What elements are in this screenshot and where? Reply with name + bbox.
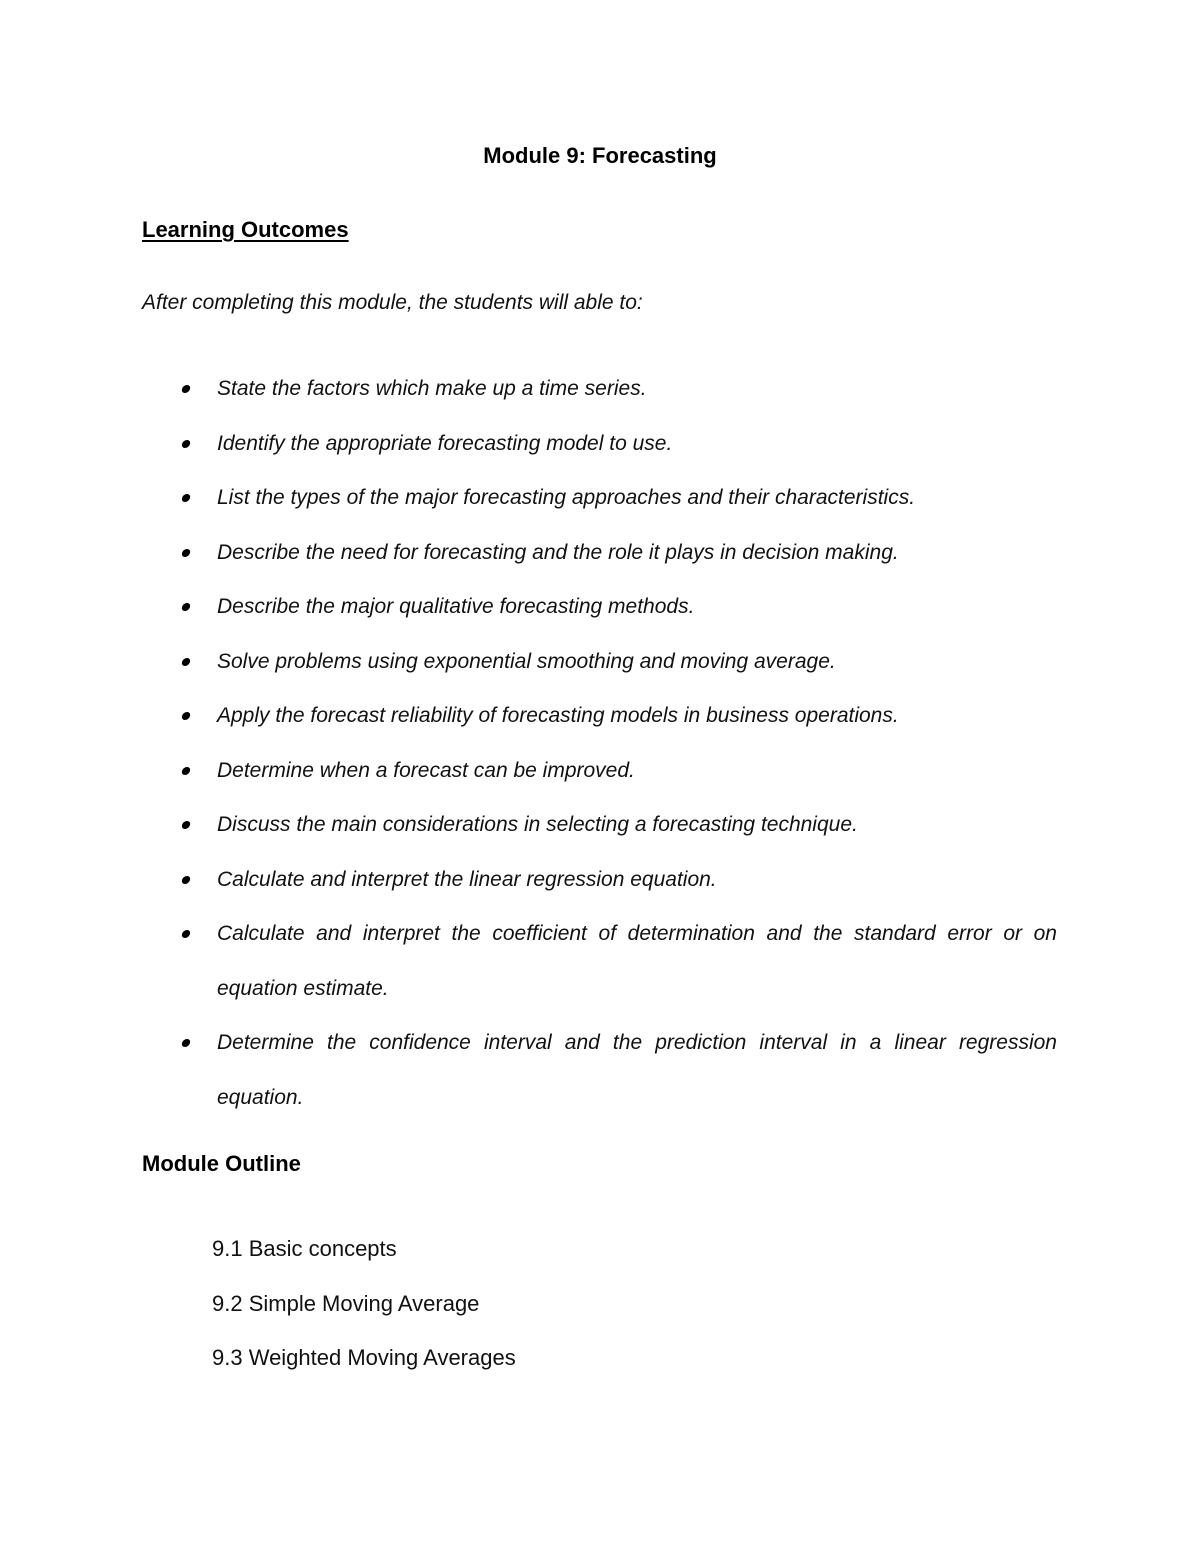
- bullet-icon: [181, 658, 191, 666]
- list-item: [142, 635, 1057, 690]
- document-title: Module 9: Forecasting: [483, 143, 717, 168]
- list-item: [142, 526, 1057, 581]
- bullet-icon: [181, 549, 191, 557]
- bullet-icon: [181, 385, 191, 393]
- learning-outcomes-intro: After completing this module, the students will able to:: [142, 291, 643, 314]
- outcome-text: Describe the major qualitative forecasting methods.: [217, 595, 695, 618]
- learning-outcomes-list: [142, 362, 1057, 1125]
- bullet-icon: [181, 767, 191, 775]
- list-item: [142, 689, 1057, 744]
- outcome-text: Apply the forecast reliability of forecasting models in business operations.: [217, 704, 899, 727]
- bullet-icon: [181, 712, 191, 720]
- outcome-text: List the types of the major forecasting approaches and their characteristics.: [217, 486, 916, 509]
- outcome-text: Solve problems using exponential smoothing and moving average.: [217, 649, 836, 673]
- bullet-icon: [181, 603, 191, 611]
- outcome-text: Determine the confidence interval and the prediction interval in a linear regression equation.: [217, 1031, 1057, 1109]
- outcome-text: Calculate and interpret the linear regression equation.: [217, 867, 717, 891]
- outcome-text: Discuss the main considerations in selecting a forecasting technique.: [217, 813, 858, 836]
- list-item: [142, 362, 1057, 417]
- bullet-icon: [181, 494, 191, 502]
- outline-item: 9.1 Basic concepts: [212, 1236, 397, 1261]
- outcome-text: Calculate and interpret the coefficient of determination and the standard error or on equation estimate.: [217, 922, 1057, 1000]
- list-item: [142, 853, 1057, 908]
- list-item: [142, 798, 1057, 853]
- outcome-text: Describe the need for forecasting and the role it plays in decision making.: [217, 540, 899, 564]
- list-item: [142, 744, 1057, 799]
- list-item: [142, 417, 1057, 472]
- bullet-icon: [181, 930, 191, 938]
- module-outline-heading: Module Outline: [142, 1151, 301, 1176]
- learning-outcomes-heading: Learning Outcomes: [142, 217, 349, 242]
- bullet-icon: [181, 440, 191, 448]
- list-item: [142, 471, 1057, 526]
- bullet-icon: [181, 876, 191, 884]
- outline-item: 9.3 Weighted Moving Averages: [212, 1345, 516, 1370]
- list-item: [142, 907, 1057, 1016]
- list-item: [142, 1016, 1057, 1125]
- outcome-text: Determine when a forecast can be improved.: [217, 758, 635, 782]
- outcome-text: Identify the appropriate forecasting model to use.: [217, 431, 673, 455]
- bullet-icon: [181, 1039, 191, 1047]
- outline-item: 9.2 Simple Moving Average: [212, 1290, 480, 1316]
- outcome-text: State the factors which make up a time series.: [217, 377, 647, 400]
- bullet-icon: [181, 821, 191, 829]
- module-outline-list: [212, 1222, 516, 1386]
- list-item: [142, 580, 1057, 635]
